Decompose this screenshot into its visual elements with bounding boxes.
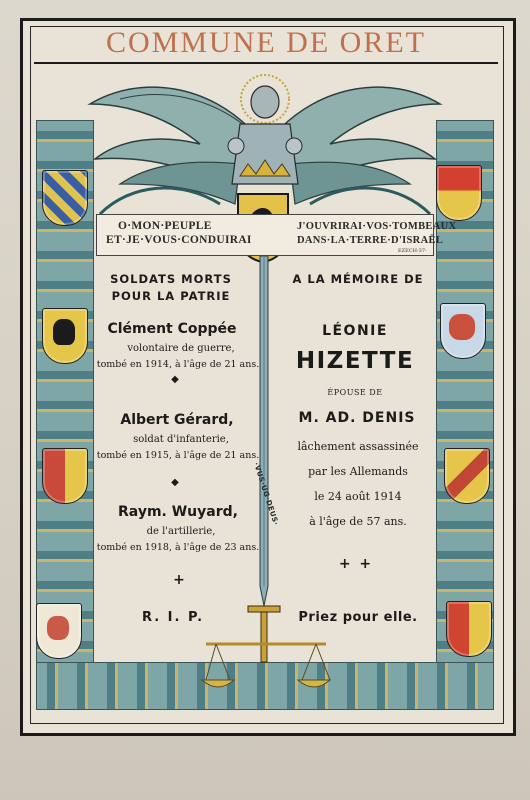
right-crosses: + +: [338, 556, 374, 572]
soldier-2-name: Albert Gérard,: [120, 412, 234, 428]
pray-text: Priez pour elle.: [298, 610, 418, 625]
banner-left-line2: ET·JE·VOUS·CONDUIRAI: [106, 234, 252, 246]
coat-of-arms-icon: [444, 448, 490, 504]
soldier-2-role: soldat d'infanterie,: [133, 434, 229, 445]
banner-right-line2: DANS·LA·TERRE·D'ISRAËL: [297, 235, 444, 246]
coat-of-arms-icon: [36, 603, 82, 659]
victim-line4: à l'âge de 57 ans.: [309, 515, 407, 528]
left-cross: +: [173, 572, 185, 588]
scripture-reference: EZECH-37-: [398, 248, 427, 254]
commune-title: COMMUNE DE ORET: [106, 26, 426, 59]
soldier-1-death: tombé en 1914, à l'âge de 21 ans.: [96, 359, 260, 370]
victim-line3: le 24 août 1914: [314, 490, 402, 503]
victim-surname: HIZETTE: [295, 348, 415, 374]
coat-of-arms-icon: [42, 308, 88, 364]
soldier-2-death: tombé en 1915, à l'âge de 21 ans.: [96, 450, 260, 461]
soldier-1-name: Clément Coppée: [107, 321, 237, 337]
ornament-divider: ◆: [171, 477, 179, 488]
spouse-label: ÉPOUSE DE: [327, 388, 383, 397]
rip-text: R. I. P.: [141, 610, 205, 625]
coat-of-arms-icon: [42, 448, 88, 504]
soldier-1-role: volontaire de guerre,: [127, 343, 235, 354]
spouse-name: M. AD. DENIS: [298, 410, 416, 426]
victim-line1: lâchement assassinée: [297, 440, 419, 453]
left-heading-line1: SOLDATS MORTS: [110, 272, 232, 286]
right-heading: A LA MÉMOIRE DE: [292, 272, 424, 286]
ornament-divider: ◆: [171, 374, 179, 385]
scales-icon: [196, 630, 336, 710]
left-heading-line2: POUR LA PATRIE: [111, 289, 231, 303]
soldier-3-name: Raym. Wuyard,: [118, 504, 238, 520]
victim-line2: par les Allemands: [308, 465, 408, 478]
banner-left-line1: O·MON·PEUPLE: [118, 220, 212, 232]
sword-inscription: ·VUS·UG·DEUS·: [251, 461, 281, 527]
soldier-3-death: tombé en 1918, à l'âge de 23 ans.: [96, 542, 260, 553]
victim-first-name: LÉONIE: [322, 323, 388, 339]
banner-right-line1: J'OUVRIRAI·VOS·TOMBEAUX: [297, 221, 457, 232]
coat-of-arms-icon: [446, 601, 492, 657]
coat-of-arms-icon: [440, 303, 486, 359]
soldier-3-role: de l'artillerie,: [146, 526, 216, 537]
